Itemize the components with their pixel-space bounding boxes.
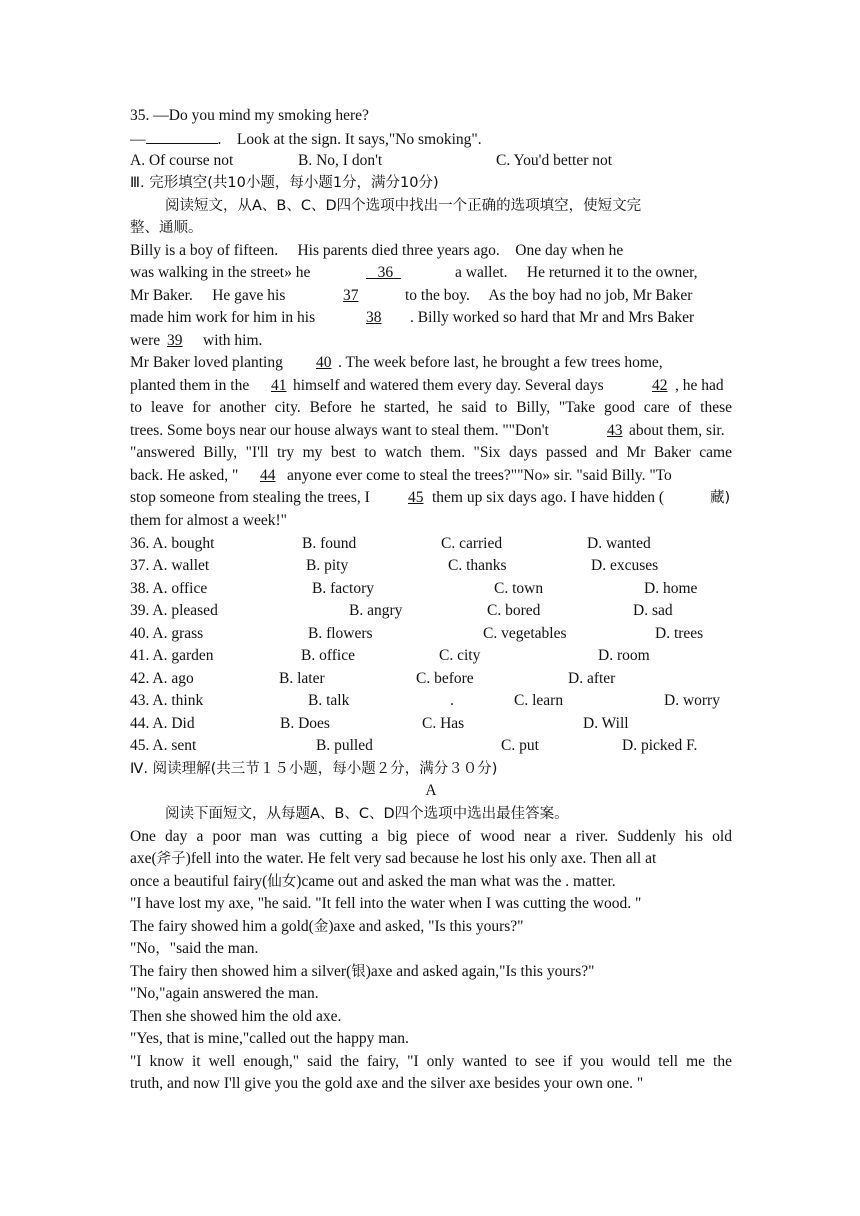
option-d: D. Will <box>583 715 629 732</box>
passage-line-6 <box>130 352 732 375</box>
story-text: )axe and asked, "Is this yours?" <box>328 918 524 935</box>
passage-text: . The week before last, he brought a few trees home, <box>338 354 663 371</box>
options-row-40 <box>130 623 732 646</box>
option-c: C. learn <box>514 692 564 709</box>
passage-line-11 <box>130 465 732 488</box>
options-row-41 <box>130 645 732 668</box>
passage-text: planted them in the <box>130 377 250 394</box>
options-row-42 <box>130 668 732 691</box>
passage-text: was walking in the street» he <box>130 264 311 281</box>
passage-text: to the boy. As the boy had no job, Mr Baker <box>405 287 693 304</box>
option-a: 43. A. think <box>130 692 204 709</box>
q35-question: 35. —Do you mind my smoking here? <box>130 107 369 124</box>
q35-option-b: B. No, I don't <box>298 152 383 169</box>
passage-text: anyone ever come to steal the trees?""No» sir. "said Billy. "To <box>287 467 672 484</box>
option-c: C. vegetables <box>483 625 567 642</box>
section4-title: Ⅳ. 阅读理解(共三节１５小题，每小题２分，满分３０分) <box>130 761 498 777</box>
story-line-12: truth, and now I'll give you the gold axe and the silver axe besides your own one. " <box>130 1075 644 1092</box>
story-cjk-gloss: 仙女 <box>267 874 297 890</box>
passage-line-4 <box>130 307 732 330</box>
passage-text: , he had <box>675 377 724 394</box>
option-a: 37. A. wallet <box>130 557 210 574</box>
option-b: B. found <box>302 535 357 552</box>
option-b: B. Does <box>280 715 330 732</box>
option-stray-dot: . <box>450 692 454 709</box>
section3-instruction-2: 整、通顺。 <box>130 220 203 236</box>
options-row-38 <box>130 578 732 601</box>
section3-title: Ⅲ. 完形填空(共10小题，每小题1分，满分10分) <box>130 175 439 191</box>
option-b: B. pulled <box>316 737 373 754</box>
option-b: B. angry <box>349 602 403 619</box>
option-d: D. excuses <box>591 557 659 574</box>
passage-text: Mr Baker. He gave his <box>130 287 286 304</box>
option-c: C. carried <box>441 535 503 552</box>
passage-line-13: them for almost a week!" <box>130 512 287 529</box>
option-a: 44. A. Did <box>130 715 195 732</box>
q35-option-c: C. You'd better not <box>496 152 613 169</box>
story-text: once a beautiful fairy( <box>130 873 268 890</box>
passage-line-10: "answered Billy, "I'll try my best to watch them. "Six days passed and Mr Baker came <box>130 444 732 461</box>
story-cjk-gloss: 斧子 <box>156 851 186 867</box>
story-line-6 <box>130 938 732 961</box>
story-line-11: "I know it well enough," said the fairy, "I only wanted to see if you would tell me the <box>130 1053 732 1070</box>
story-text: )fell into the water. He felt very sad because he lost his only axe. Then all at <box>185 850 657 867</box>
options-row-45 <box>130 735 732 758</box>
passage-text: . Billy worked so hard that Mr and Mrs Baker <box>410 309 695 326</box>
story-cjk-gloss: 银 <box>351 964 366 980</box>
passage-line-3 <box>130 285 732 308</box>
option-d: D. after <box>568 670 616 687</box>
blank-44: 44 <box>260 467 276 484</box>
option-a: 39. A. pleased <box>130 602 218 619</box>
section4-part-label: A <box>425 782 437 799</box>
q35-options <box>130 150 732 173</box>
passage-text: a wallet. He returned it to the owner, <box>455 264 698 281</box>
option-c: C. town <box>494 580 544 597</box>
section4-instruction: 阅读下面短文，从每题A、B、C、D四个选项中选出最佳答案。 <box>165 806 569 822</box>
passage-text: made him work for him in his <box>130 309 316 326</box>
passage-text: trees. Some boys near our house always want to steal them. ""Don't <box>130 422 549 439</box>
q35-option-a: A. Of course not <box>130 152 234 169</box>
story-text: "No <box>130 940 156 957</box>
option-b: B. office <box>301 647 355 664</box>
option-a: 42. A. ago <box>130 670 194 687</box>
passage-text: back. He asked, " <box>130 467 239 484</box>
blank-42: 42 <box>652 377 668 394</box>
story-line-8: "No,"again answered the man. <box>130 985 319 1002</box>
option-a: 41. A. garden <box>130 647 214 664</box>
blank-40: 40 <box>316 354 332 371</box>
story-cjk-gloss: 金 <box>313 919 329 935</box>
q35-answer-text: . Look at the sign. It says,"No smoking". <box>217 131 482 148</box>
option-a: 40. A. grass <box>130 625 204 642</box>
passage-line-2 <box>130 262 732 285</box>
passage-text: Mr Baker loved planting <box>130 354 283 371</box>
option-d: D. wanted <box>587 535 651 552</box>
option-d: D. home <box>644 580 698 597</box>
story-line-10: "Yes, that is mine,"called out the happy man. <box>130 1030 409 1047</box>
story-line-1: One day a poor man was cutting a big piece of wood near a river. Suddenly his old <box>130 828 732 845</box>
story-line-2 <box>130 848 732 871</box>
passage-cjk-gloss: 藏) <box>710 490 731 506</box>
q35-answer-dash: — <box>130 131 146 148</box>
story-text: The fairy showed him a gold( <box>130 918 314 935</box>
passage-text: stop someone from stealing the trees, I <box>130 489 370 506</box>
option-a: 38. A. office <box>130 580 208 597</box>
option-a: 45. A. sent <box>130 737 197 754</box>
options-row-44 <box>130 713 732 736</box>
option-d: D. picked F. <box>622 737 698 754</box>
passage-line-12 <box>130 487 732 510</box>
story-text: "said the man. <box>169 940 259 957</box>
story-line-7 <box>130 961 732 984</box>
story-text: axe( <box>130 850 157 867</box>
options-row-39 <box>130 600 732 623</box>
blank-39: 39 <box>167 332 183 349</box>
options-row-36 <box>130 533 732 556</box>
option-b: B. factory <box>312 580 374 597</box>
option-c: C. before <box>416 670 474 687</box>
option-b: B. flowers <box>308 625 373 642</box>
option-c: C. Has <box>422 715 465 732</box>
passage-line-9 <box>130 420 732 443</box>
passage-line-5 <box>130 330 732 353</box>
option-d: D. room <box>598 647 650 664</box>
passage-text: them up six days ago. I have hidden ( <box>432 489 665 506</box>
option-a: 36. A. bought <box>130 535 215 552</box>
passage-text: were <box>130 332 161 349</box>
option-d: D. trees <box>655 625 704 642</box>
option-b: B. talk <box>308 692 350 709</box>
option-d: D. worry <box>664 692 720 709</box>
options-row-43 <box>130 690 732 713</box>
options-row-37 <box>130 555 732 578</box>
option-b: B. pity <box>306 557 349 574</box>
option-d: D. sad <box>633 602 673 619</box>
passage-text: with him. <box>203 332 263 349</box>
blank-43: 43 <box>607 422 623 439</box>
option-c: C. thanks <box>448 557 507 574</box>
blank-38: 38 <box>366 309 382 326</box>
story-text: )axe and asked again,"Is this yours?" <box>365 963 595 980</box>
q35-answer-blank <box>146 128 218 144</box>
option-c: C. put <box>501 737 539 754</box>
story-line-5 <box>130 916 732 939</box>
story-line-3 <box>130 871 732 894</box>
passage-text: about them, sir. <box>629 422 725 439</box>
story-cjk-punct: ， <box>155 941 170 957</box>
passage-line-7 <box>130 375 732 398</box>
option-b: B. later <box>279 670 325 687</box>
blank-41: 41 <box>271 377 287 394</box>
story-text: The fairy then showed him a silver( <box>130 963 352 980</box>
blank-37: 37 <box>343 287 359 304</box>
q35-answer-line <box>130 128 732 151</box>
story-text: )came out and asked the man what was the . matter. <box>296 873 616 890</box>
passage-text: himself and watered them every day. Several days <box>293 377 604 394</box>
passage-line-8: to leave for another city. Before he started, he said to Billy, "Take good care of these <box>130 399 732 416</box>
blank-45: 45 <box>408 489 424 506</box>
story-line-4: "I have lost my axe, "he said. "It fell into the water when I was cutting the wood. " <box>130 895 642 912</box>
passage-line-1: Billy is a boy of fifteen. His parents died three years ago. One day when he <box>130 242 624 259</box>
option-c: C. city <box>439 647 481 664</box>
blank-36-number: 36 <box>377 264 394 281</box>
blank-36 <box>366 262 401 285</box>
story-line-9: Then she showed him the old axe. <box>130 1008 342 1025</box>
option-c: C. bored <box>487 602 541 619</box>
section3-instruction-1: 阅读短文，从A、B、C、D四个选项中找出一个正确的选项填空，使短文完 <box>165 198 642 214</box>
